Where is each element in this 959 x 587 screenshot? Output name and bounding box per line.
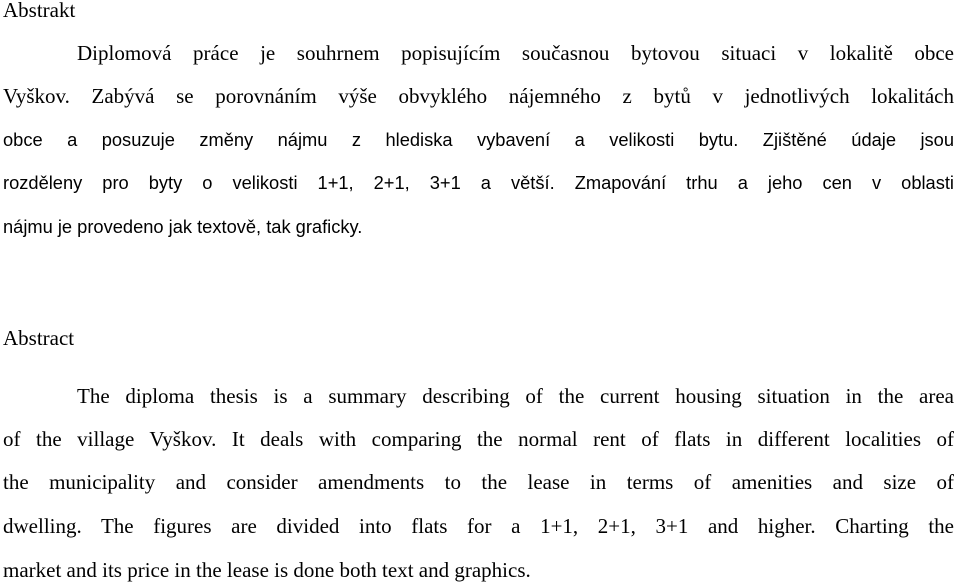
english-abstract-line-5: market and its price in the lease is done both text and graphics. <box>3 558 531 582</box>
czech-abstract-line-1: Diplomová práce je souhrnem popisujícím současnou bytovou situaci v lokalitě obce <box>77 41 954 65</box>
czech-abstract-line-3-text: obce a posuzuje změny nájmu z hlediska vybavení a velikosti bytu. Zjištěné údaje jsou <box>3 129 954 150</box>
english-abstract-line-4: dwelling. The figures are divided into flats for a 1+1, 2+1, 3+1 and higher. Charting the <box>3 514 954 538</box>
czech-abstract-heading: Abstrakt <box>3 0 76 22</box>
english-abstract-line-1: The diploma thesis is a summary describing of the current housing situation in the area <box>77 384 954 408</box>
english-abstract-heading: Abstract <box>3 326 75 350</box>
czech-abstract-line-5: nájmu je provedeno jak textově, tak graficky. <box>3 216 363 237</box>
czech-abstract-line-3 <box>3 127 954 152</box>
english-abstract-line-2: of the village Vyškov. It deals with comparing the normal rent of flats in different localities of <box>3 427 954 451</box>
czech-abstract-line-2: Vyškov. Zabývá se porovnáním výše obvyklého nájemného z bytů v jednotlivých lokalitách <box>3 84 954 108</box>
english-abstract-line-3: the municipality and consider amendments to the lease in terms of amenities and size of <box>3 470 954 494</box>
czech-abstract-line-4: rozděleny pro byty o velikosti 1+1, 2+1, 3+1 a větší. Zmapování trhu a jeho cen v oblasti <box>3 172 954 193</box>
